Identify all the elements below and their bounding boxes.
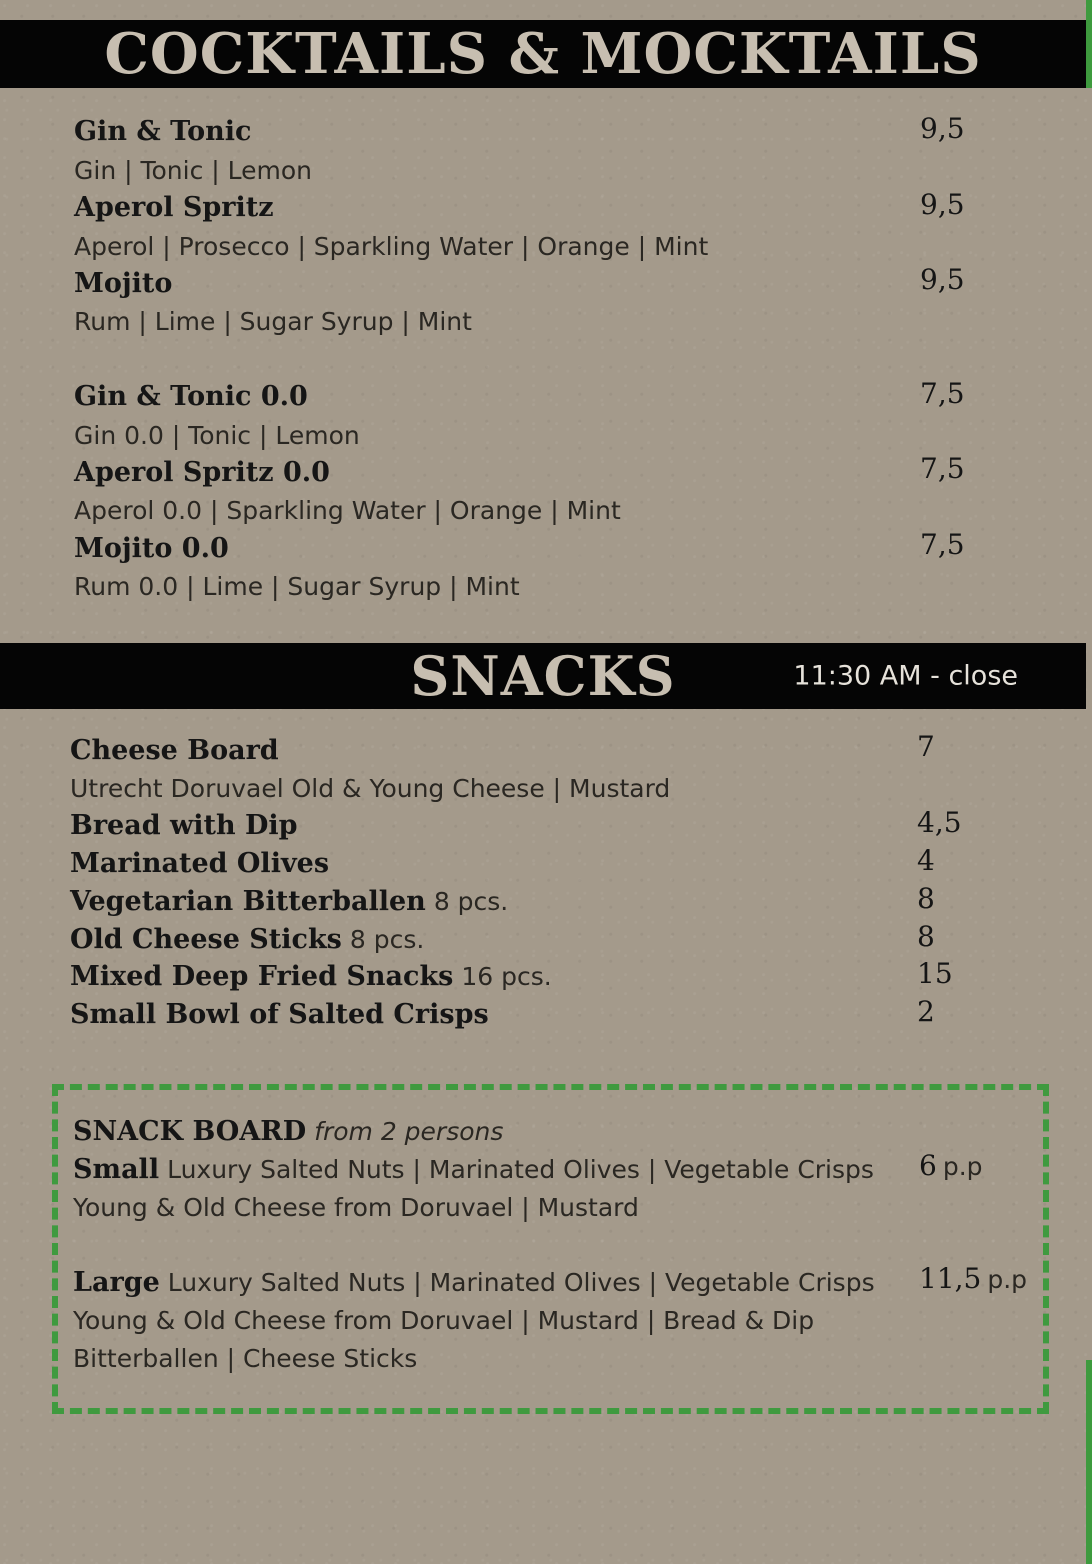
menu-item-name: Aperol Spritz [74, 192, 274, 223]
snack-board-large-line3: Bitterballen | Cheese Sticks [73, 1344, 418, 1373]
snacks-title: SNACKS [410, 644, 676, 708]
menu-item-desc: Gin | Tonic | Lemon [74, 156, 313, 185]
menu-item-qty: 8 pcs. [349, 925, 425, 954]
snack-board-small-line2: Young & Old Cheese from Doruvael | Mustard [73, 1193, 639, 1222]
menu-item-desc: Aperol 0.0 | Sparkling Water | Orange | Mint [74, 496, 621, 525]
cocktails-title: COCKTAILS & MOCKTAILS [104, 21, 982, 87]
snack-board-large-size: Large [73, 1267, 160, 1298]
menu-item-name: Bread with Dip [70, 810, 298, 841]
menu-item-desc: Rum | Lime | Sugar Syrup | Mint [74, 307, 472, 336]
menu-item-price: 8 [917, 920, 935, 953]
menu-item-name: Gin & Tonic [74, 116, 252, 147]
snack-board-large-line1: Large Luxury Salted Nuts | Marinated Olives | Vegetable Crisps [73, 1267, 875, 1298]
menu-item-desc: Gin 0.0 | Tonic | Lemon [74, 421, 360, 450]
snack-board-title: SNACK BOARD [73, 1116, 307, 1147]
menu-item-price: 7,5 [920, 528, 965, 561]
menu-item-price: 7 [917, 730, 935, 763]
menu-item-price: 8 [917, 882, 935, 915]
snack-board-small-line1: Small Luxury Salted Nuts | Marinated Olives | Vegetable Crisps [73, 1154, 874, 1185]
menu-item-price: 2 [917, 995, 935, 1028]
menu-item-desc: Utrecht Doruvael Old & Young Cheese | Mustard [70, 774, 671, 803]
menu-item-qty: 16 pcs. [461, 962, 552, 991]
snack-board-large-price: 11,5 p.p [919, 1262, 1028, 1295]
menu-item-price: 7,5 [920, 377, 965, 410]
menu-item-desc: Rum 0.0 | Lime | Sugar Syrup | Mint [74, 572, 520, 601]
menu-item-name: Old Cheese Sticks 8 pcs. [70, 924, 425, 955]
menu-item-price: 9,5 [920, 188, 965, 221]
snack-board-subtitle: from 2 persons [314, 1117, 504, 1146]
green-edge-bottom [1086, 1360, 1092, 1564]
menu-item-name: Mixed Deep Fried Snacks 16 pcs. [70, 961, 552, 992]
snacks-hours: 11:30 AM - close [793, 660, 1018, 692]
menu-item-price: 15 [917, 957, 953, 990]
snack-board-small-size: Small [73, 1154, 160, 1185]
menu-item-name: Vegetarian Bitterballen 8 pcs. [70, 886, 509, 917]
menu-item-name: Aperol Spritz 0.0 [74, 457, 330, 488]
cocktails-banner [0, 20, 1086, 88]
menu-item-name: Marinated Olives [70, 848, 330, 879]
snack-board-small-price: 6 p.p [919, 1149, 983, 1182]
menu-item-price: 4 [917, 844, 935, 877]
menu-item-price: 7,5 [920, 452, 965, 485]
green-edge-top [1086, 0, 1092, 88]
menu-item-name: Cheese Board [70, 735, 279, 766]
menu-item-name: Gin & Tonic 0.0 [74, 381, 308, 412]
snack-board-heading [73, 1113, 503, 1151]
menu-item-name: Mojito 0.0 [74, 533, 229, 564]
menu-item-price: 9,5 [920, 112, 965, 145]
menu-item-price: 9,5 [920, 263, 965, 296]
menu-item-name: Mojito [74, 268, 173, 299]
snack-board-large-line2: Young & Old Cheese from Doruvael | Mustard | Bread & Dip [73, 1306, 815, 1335]
menu-item-name: Small Bowl of Salted Crisps [70, 999, 489, 1030]
menu-item-price: 4,5 [917, 806, 962, 839]
snacks-banner [0, 643, 1086, 709]
menu-item-desc: Aperol | Prosecco | Sparkling Water | Orange | Mint [74, 232, 709, 261]
menu-item-qty: 8 pcs. [433, 887, 509, 916]
